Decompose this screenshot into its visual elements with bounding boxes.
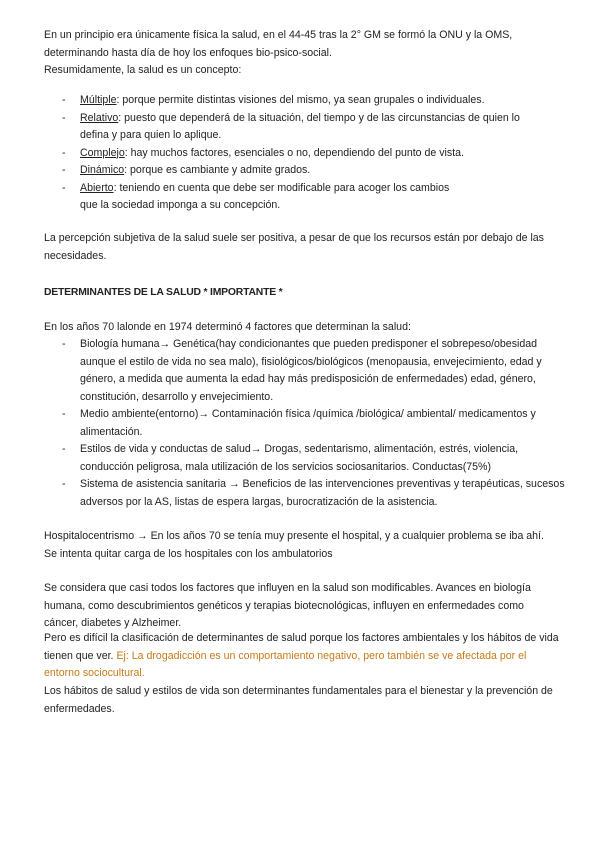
list-item [44, 180, 564, 215]
lalonde-intro: En los años 70 lalonde en 1974 determinó 4 factores que determinan la salud: [44, 321, 411, 333]
perception-paragraph: La percepción subjetiva de la salud suele ser positiva, a pesar de que los recursos están por debajo de las necesidades. [44, 232, 544, 262]
list-item [44, 92, 564, 110]
concept-term: Dinámico [80, 164, 125, 176]
list-item [44, 110, 564, 145]
habits-paragraph: Los hábitos de salud y estilos de vida son determinantes fundamentales para el bienestar y la prevención de enfermedades. [44, 685, 553, 715]
factor-text: Sistema de asistencia sanitaria → Beneficios de las intervenciones preventivas y terapéuticas, sucesos adversos por la AS, listas de espera largas, burocratización de la asistencia. [80, 478, 565, 508]
hospitalocentrismo-paragraph: Hospitalocentrismo → En los años 70 se tenía muy presente el hospital, y a cualquier problema se iba ahí. Se intenta quitar carga de los hospitales con los ambulatorios [44, 530, 544, 560]
list-item [44, 162, 564, 180]
intro-line-2: determinando hasta día de hoy los enfoques bio-psico-social. [44, 46, 332, 59]
concept-term: Abierto [80, 181, 114, 194]
dash-bullet: - [62, 338, 66, 350]
concept-text: : hay muchos factores, esenciales o no, dependiendo del punto de vista. [124, 146, 464, 159]
factor-text: Biología humana→ Genética(hay condicionantes que pueden predisponer el sobrepeso/obesidad aunque el estilo de vida no sea malo), fisiológicos/biológicos (menopausia, envejecimiento, edad y género, a medida que aumenta la edad hay más predisposición de enfermedades) edad, género, constitución, desarrollo y envejecimiento. [80, 338, 542, 403]
concept-text: : puesto que dependerá de la situación, del tiempo y de las circunstancias de quien lo defina y para quien lo aplique. [80, 111, 520, 141]
section-heading: DETERMINANTES DE LA SALUD * IMPORTANTE * [44, 287, 283, 298]
intro-paragraph [44, 27, 564, 80]
list-item [44, 476, 566, 511]
classification-paragraph [44, 630, 564, 683]
modifiable-paragraph: Se considera que casi todos los factores que influyen en la salud son modificables. Avances en biología humana, como descubrimientos genéticos y terapias biotecnológicas, influyen en enfermedades como cáncer, diabetes y Alzheimer. [44, 582, 531, 629]
dash-bullet: - [62, 181, 66, 194]
concept-text: : porque es cambiante y admite grados. [124, 164, 311, 176]
concept-term: Complejo [80, 146, 125, 159]
concept-list [44, 92, 564, 215]
example-text: Ej: La drogadicción es un comportamiento negativo, pero también se ve afectada por el entorno sociocultural. [44, 649, 527, 679]
dash-bullet: - [62, 443, 66, 455]
dash-bullet: - [62, 111, 66, 124]
dash-bullet: - [62, 146, 66, 159]
intro-line-3: Resumidamente, la salud es un concepto: [44, 64, 242, 76]
intro-line-1: En un principio era únicamente física la salud, en el 44-45 tras la 2° GM se formó la ONU y la OMS, [44, 29, 513, 41]
dash-bullet: - [62, 94, 66, 106]
list-item [44, 406, 566, 441]
factors-list [44, 336, 566, 511]
dash-bullet: - [62, 408, 66, 420]
dash-bullet: - [62, 164, 66, 176]
list-item [44, 145, 564, 163]
factor-text: Estilos de vida y conductas de salud→ Drogas, sedentarismo, alimentación, estrés, violencia, conducción peligrosa, mala utilización de los servicios sociosanitarios. Conductas(75%) [80, 443, 519, 473]
factor-text: Medio ambiente(entorno)→ Contaminación física /química /biológica/ ambiental/ medicamentos y alimentación. [80, 408, 536, 438]
concept-text: : porque permite distintas visiones del mismo, ya sean grupales o individuales. [116, 94, 485, 106]
concept-term: Múltiple [80, 94, 117, 106]
classification-text: Pero es difícil la clasificación de determinantes de salud porque los factores ambientales y los hábitos de vida tienen que ver. [44, 632, 559, 662]
concept-text: : teniendo en cuenta que debe ser modificable para acoger los cambios que la sociedad imponga a su concepción. [80, 181, 450, 211]
list-item [44, 336, 566, 406]
dash-bullet: - [62, 478, 66, 490]
concept-term: Relativo [80, 111, 119, 124]
list-item [44, 441, 566, 476]
